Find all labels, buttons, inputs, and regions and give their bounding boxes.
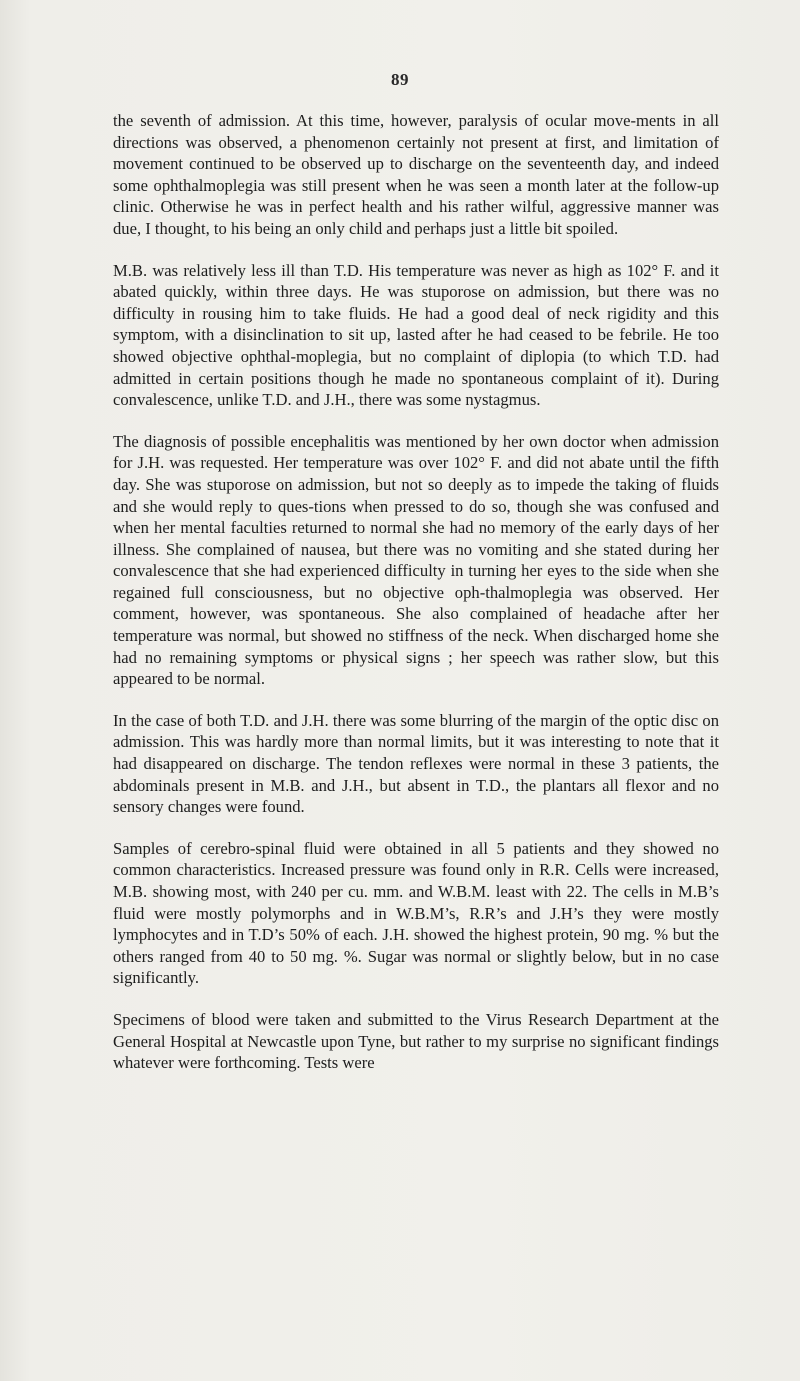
paragraph-optic-disc: In the case of both T.D. and J.H. there was some blurring of the margin of the optic disc on admission. This was hardly more than normal limits, but it was interesting to note that it had disappeared on discharge. The tendon reflexes were normal in these 3 patients, the abdominals present in M.B. and J.H., but absent in T.D., the plantars all flexor and no sensory changes were found.: [113, 710, 719, 817]
paragraph-jh-case: The diagnosis of possible encephalitis was mentioned by her own doctor when admission for J.H. was requested. Her temperature was over 102° F. and did not abate until the fifth day. She was stuporose on admission, but not so deeply as to impede the taking of fluids and she would reply to ques-tions when pressed to do so, though she was confused and when her mental faculties returned to normal she had no memory of the early days of her illness. She complained of nausea, but there was no vomiting and she stated during her convalescence that she had experienced difficulty in turning her eyes to the side when she regained full consciousness, but no objective oph-thalmoplegia was observed. Her comment, however, was spontaneous. She also complained of headache after her temperature was normal, but showed no stiffness of the neck. When discharged home she had no remaining symptoms or physical signs ; her speech was rather slow, but this appeared to be normal.: [113, 431, 719, 689]
body-text: [113, 110, 719, 1094]
paragraph-ocular-paralysis: the seventh of admission. At this time, however, paralysis of ocular move-ments in all directions was observed, a phenomenon certainly not present at first, and limitation of movement continued to be observed up to discharge on the seventeenth day, and indeed some ophthalmoplegia was still present when he was seen a month later at the follow-up clinic. Otherwise he was in perfect health and his rather wilful, aggressive manner was due, I thought, to his being an only child and perhaps just a little bit spoiled.: [113, 111, 719, 238]
page-number: 89: [391, 70, 409, 89]
paragraph-csf-samples: Samples of cerebro-spinal fluid were obtained in all 5 patients and they showed no common characteristics. Increased pressure was found only in R.R. Cells were increased, M.B. showing most, with 240 per cu. mm. and W.B.M. least with 22. The cells in M.B’s fluid were mostly polymorphs and in W.B.M’s, R.R’s and J.H’s they were mostly lymphocytes and in T.D’s 50% of each. J.H. showed the highest protein, 90 mg. % but the others ranged from 40 to 50 mg. %. Sugar was normal or slightly below, but in no case significantly.: [113, 838, 719, 988]
paragraph-mb-case: M.B. was relatively less ill than T.D. His temperature was never as high as 102° F. and it abated quickly, within three days. He was stuporose on admission, but there was no difficulty in rousing him to take fluids. He had a good deal of neck rigidity and this symptom, with a disinclination to sit up, lasted after he had ceased to be febrile. He too showed objective ophthal-moplegia, but no complaint of diplopia (to which T.D. had admitted in certain positions though he made no spontaneous complaint of it). During convalescence, unlike T.D. and J.H., there was some nystagmus.: [113, 260, 719, 410]
paragraph-blood-specimens: Specimens of blood were taken and submitted to the Virus Research Department at the General Hospital at Newcastle upon Tyne, but rather to my surprise no significant findings whatever were forthcoming. Tests were: [113, 1009, 719, 1073]
